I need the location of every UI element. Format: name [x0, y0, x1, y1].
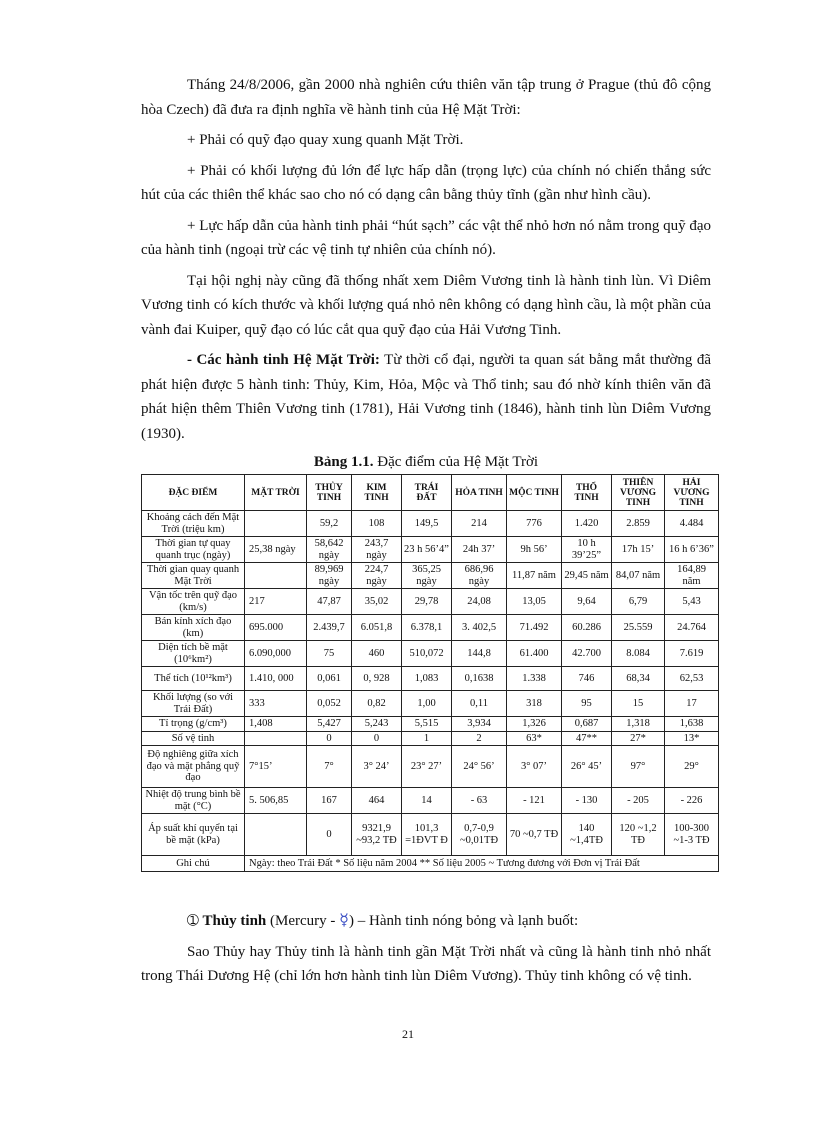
table-cell: 8.084	[612, 641, 665, 667]
row-label: Thể tích (10¹²km³)	[142, 667, 245, 691]
mercury-title: Thủy tinh	[202, 913, 267, 929]
paragraph-mass-rule: + Phải có khối lượng đủ lớn để lực hấp dẫn (trọng lực) của chính nó chiến thắng sức hút của các thiên thể khác sao cho nó có dạng cân bằng thủy tĩnh (gần như hình cầu).	[141, 162, 711, 203]
row-label: Vận tốc trên quỹ đạo (km/s)	[142, 589, 245, 615]
table-cell: 776	[507, 511, 562, 537]
header-cell: ĐẶC ĐIỂM	[142, 475, 245, 511]
page-number: 21	[402, 1027, 414, 1041]
table-cell: 144,8	[452, 641, 507, 667]
table-cell: 6.090,000	[245, 641, 307, 667]
table-cell: 29,78	[402, 589, 452, 615]
table-cell: 0,11	[452, 691, 507, 717]
header-cell: HẢI VƯƠNG TINH	[665, 475, 719, 511]
row-label: Bán kính xích đạo (km)	[142, 615, 245, 641]
table-cell: 149,5	[402, 511, 452, 537]
table-cell: 84,07 năm	[612, 563, 665, 589]
planets-text: Từ thời cổ đại, người ta quan sát bằng mắt thường đã phát hiện được 5 hành tinh: Thủy, Kim, Hỏa, Mộc và Thổ tinh; sau đó nhờ kính thiên văn đã phát hiện thêm Thiên Vương tinh (1781), Hải Vương tinh (1846), hành tinh lùn Diêm Vương (1930).	[141, 352, 712, 442]
table-cell: 15	[612, 691, 665, 717]
intro-text	[141, 73, 711, 446]
table-cell: 464	[352, 788, 402, 814]
table-cell: - 63	[452, 788, 507, 814]
table-cell: 26° 45’	[562, 746, 612, 788]
table-cell: 14	[402, 788, 452, 814]
table-cell: 9321,9 ~93,2 TĐ	[352, 814, 402, 856]
table-cell: 2.859	[612, 511, 665, 537]
table-cell: 0,1638	[452, 667, 507, 691]
row-label: Nhiệt độ trung bình bề mặt (°C)	[142, 788, 245, 814]
table-cell: 9h 56’	[507, 537, 562, 563]
row-label: Tỉ trọng (g/cm³)	[142, 717, 245, 732]
table-row	[142, 717, 719, 732]
table-cell: 0, 928	[352, 667, 402, 691]
table-cell: 1	[402, 731, 452, 746]
row-label: Khối lượng (so với Trái Đất)	[142, 691, 245, 717]
table-cell: 0,052	[307, 691, 352, 717]
table-caption-title: Đặc điểm của Hệ Mặt Trời	[373, 454, 539, 470]
header-cell: HỎA TINH	[452, 475, 507, 511]
table-cell: 13,05	[507, 589, 562, 615]
table-cell: 24.764	[665, 615, 719, 641]
table-cell: 23° 27’	[402, 746, 452, 788]
paragraph-pluto: Tại hội nghị này cũng đã thống nhất xem Diêm Vương tinh là hành tinh lùn. Vì Diêm Vương tinh có kích thước và khối lượng quá nhỏ nên không có dạng hình cầu, là một phần của vành đai Kuiper, quỹ đạo có lúc cắt qua quỹ đạo của Hải Vương Tinh.	[141, 272, 711, 338]
table-cell: 59,2	[307, 511, 352, 537]
paragraph-clear-rule: + Lực hấp dẫn của hành tinh phải “hút sạch” các vật thể nhỏ hơn nó nằm trong quỹ đạo của hành tinh (ngoại trừ các vệ tinh tự nhiên của chính nó).	[141, 217, 711, 258]
table-cell: 4.484	[665, 511, 719, 537]
table-cell: 97°	[612, 746, 665, 788]
table-cell: 1.420	[562, 511, 612, 537]
table-cell: 29°	[665, 746, 719, 788]
mercury-paragraph: Sao Thủy hay Thủy tinh là hành tinh gần Mặt Trời nhất và cũng là hành tinh nhỏ nhất trong Thái Dương Hệ (chỉ lớn hơn hành tinh lùn Diêm Vương). Thủy tinh không có vệ tinh.	[141, 943, 711, 984]
table-cell: 47,87	[307, 589, 352, 615]
paragraph-orbit-rule: + Phải có quỹ đạo quay xung quanh Mặt Trời.	[187, 132, 464, 148]
table-cell: 746	[562, 667, 612, 691]
note-text: Ngày: theo Trái Đất * Số liệu năm 2004 ** Số liệu 2005 ~ Tương đương với Đơn vị Trái Đất	[245, 856, 719, 872]
table-cell: 75	[307, 641, 352, 667]
table-cell: 7.619	[665, 641, 719, 667]
table-caption-number: Bảng 1.1.	[313, 454, 374, 470]
table-cell: 460	[352, 641, 402, 667]
table-row	[142, 615, 719, 641]
header-cell: THỔ TINH	[562, 475, 612, 511]
table-cell: 167	[307, 788, 352, 814]
table-row	[142, 814, 719, 856]
table-cell: 1,408	[245, 717, 307, 732]
table-cell: 7°15’	[245, 746, 307, 788]
table-cell: 47**	[562, 731, 612, 746]
table-cell: 108	[352, 511, 402, 537]
row-label: Số vệ tinh	[142, 731, 245, 746]
table-cell: 101,3 =1ĐVT Đ	[402, 814, 452, 856]
table-cell: - 130	[562, 788, 612, 814]
table-cell: 5,515	[402, 717, 452, 732]
header-cell: MỘC TINH	[507, 475, 562, 511]
table-cell: 243,7 ngày	[352, 537, 402, 563]
table-cell: 5,243	[352, 717, 402, 732]
table-row	[142, 563, 719, 589]
table-cell: 23 h 56’4”	[402, 537, 452, 563]
row-label: Thời gian quay quanh Mặt Trời	[142, 563, 245, 589]
row-label: Độ nghiêng giữa xích đạo và mặt phẳng quỹ đạo	[142, 746, 245, 788]
table-cell: 6.051,8	[352, 615, 402, 641]
table-cell: 9,64	[562, 589, 612, 615]
table-cell: 24° 56’	[452, 746, 507, 788]
table-cell: 71.492	[507, 615, 562, 641]
table-cell: 1,00	[402, 691, 452, 717]
table-cell: 1,638	[665, 717, 719, 732]
table-cell: 164,89 năm	[665, 563, 719, 589]
mercury-subtitle: ) – Hành tinh nóng bỏng và lạnh buốt:	[349, 913, 579, 929]
table-cell: 62,53	[665, 667, 719, 691]
header-cell: MẶT TRỜI	[245, 475, 307, 511]
table-cell: 6,79	[612, 589, 665, 615]
table-row	[142, 641, 719, 667]
table-cell: 3. 402,5	[452, 615, 507, 641]
table-cell: 3° 07’	[507, 746, 562, 788]
table-body	[142, 511, 719, 856]
table-cell: 58,642 ngày	[307, 537, 352, 563]
table-cell: 24,08	[452, 589, 507, 615]
table-cell: 1.338	[507, 667, 562, 691]
table-cell	[245, 563, 307, 589]
table-cell: 16 h 6’36”	[665, 537, 719, 563]
table-cell	[245, 511, 307, 537]
row-label: Thời gian tự quay quanh trục (ngày)	[142, 537, 245, 563]
paragraph-prague: Tháng 24/8/2006, gần 2000 nhà nghiên cứu thiên văn tập trung ở Prague (thủ đô cộng hòa Czech) đã đưa ra định nghĩa về hành tinh của Hệ Mặt Trời:	[141, 77, 711, 118]
table-cell: 1,318	[612, 717, 665, 732]
table-cell: 686,96 ngày	[452, 563, 507, 589]
table-cell: 3° 24’	[352, 746, 402, 788]
table-cell: 63*	[507, 731, 562, 746]
header-cell: THỦY TINH	[307, 475, 352, 511]
table-row	[142, 691, 719, 717]
note-label: Ghi chú	[142, 856, 245, 872]
table-header-row	[142, 475, 719, 511]
table-row	[142, 731, 719, 746]
table-cell: 333	[245, 691, 307, 717]
table-note-row	[142, 856, 719, 872]
table-cell: 0,061	[307, 667, 352, 691]
table-cell: 5,43	[665, 589, 719, 615]
table-cell	[245, 731, 307, 746]
table-cell: 0	[307, 731, 352, 746]
table-cell: 7°	[307, 746, 352, 788]
table-cell: 35,02	[352, 589, 402, 615]
table-row	[142, 788, 719, 814]
table-cell: 224,7 ngày	[352, 563, 402, 589]
table-cell: 0,7-0,9 ~0,01TĐ	[452, 814, 507, 856]
planets-heading: - Các hành tinh Hệ Mặt Trời:	[187, 352, 380, 368]
table-cell: 61.400	[507, 641, 562, 667]
table-cell: 214	[452, 511, 507, 537]
table-cell: 510,072	[402, 641, 452, 667]
table-row	[142, 667, 719, 691]
mercury-heading	[141, 908, 711, 934]
table-cell: - 205	[612, 788, 665, 814]
table-cell: - 226	[665, 788, 719, 814]
table-cell: 95	[562, 691, 612, 717]
table-cell: 17	[665, 691, 719, 717]
mercury-symbol-icon: ☿	[339, 910, 349, 929]
table-cell: 140 ~1,4TĐ	[562, 814, 612, 856]
mercury-open: (Mercury -	[266, 913, 340, 929]
table-cell: 695.000	[245, 615, 307, 641]
table-cell: 60.286	[562, 615, 612, 641]
table-cell: 13*	[665, 731, 719, 746]
table-row	[142, 537, 719, 563]
row-label: Diện tích bề mặt (10⁶km²)	[142, 641, 245, 667]
table-cell: 17h 15’	[612, 537, 665, 563]
table-cell: 0,82	[352, 691, 402, 717]
table-cell: 10 h 39’25”	[562, 537, 612, 563]
table-cell: 100-300 ~1-3 TĐ	[665, 814, 719, 856]
table-row	[142, 746, 719, 788]
table-cell: 11,87 năm	[507, 563, 562, 589]
header-cell: THIÊN VƯƠNG TINH	[612, 475, 665, 511]
table-cell: 0,687	[562, 717, 612, 732]
table-cell: 25.559	[612, 615, 665, 641]
table-cell: 6.378,1	[402, 615, 452, 641]
circled-one-icon: ➀	[187, 913, 199, 929]
table-cell: 0	[352, 731, 402, 746]
table-cell: 1,326	[507, 717, 562, 732]
table-cell: 3,934	[452, 717, 507, 732]
table-cell: 5,427	[307, 717, 352, 732]
paragraph-planets	[141, 348, 711, 446]
table-cell: 68,34	[612, 667, 665, 691]
table-cell: 2.439,7	[307, 615, 352, 641]
table-cell: 217	[245, 589, 307, 615]
table-row	[142, 511, 719, 537]
header-cell: KIM TINH	[352, 475, 402, 511]
table-cell: 0	[307, 814, 352, 856]
table-cell: 318	[507, 691, 562, 717]
table-row	[142, 589, 719, 615]
table-cell	[245, 814, 307, 856]
table-cell: 365,25 ngày	[402, 563, 452, 589]
table-cell: 5. 506,85	[245, 788, 307, 814]
table-cell: 25,38 ngày	[245, 537, 307, 563]
table-caption	[141, 454, 711, 471]
table-cell: 89,969 ngày	[307, 563, 352, 589]
table-cell: 24h 37’	[452, 537, 507, 563]
table-cell: 120 ~1,2 TĐ	[612, 814, 665, 856]
row-label: Áp suất khí quyển tại bề mặt (kPa)	[142, 814, 245, 856]
table-cell: 42.700	[562, 641, 612, 667]
header-cell: TRÁI ĐẤT	[402, 475, 452, 511]
table-cell: 70 ~0,7 TĐ	[507, 814, 562, 856]
mercury-section	[141, 908, 711, 989]
table-cell: 1,083	[402, 667, 452, 691]
table-cell: 2	[452, 731, 507, 746]
solar-system-table	[141, 474, 719, 872]
table-cell: 27*	[612, 731, 665, 746]
table-cell: 29,45 năm	[562, 563, 612, 589]
table-cell: 1.410, 000	[245, 667, 307, 691]
table-cell: - 121	[507, 788, 562, 814]
row-label: Khoảng cách đến Mặt Trời (triệu km)	[142, 511, 245, 537]
